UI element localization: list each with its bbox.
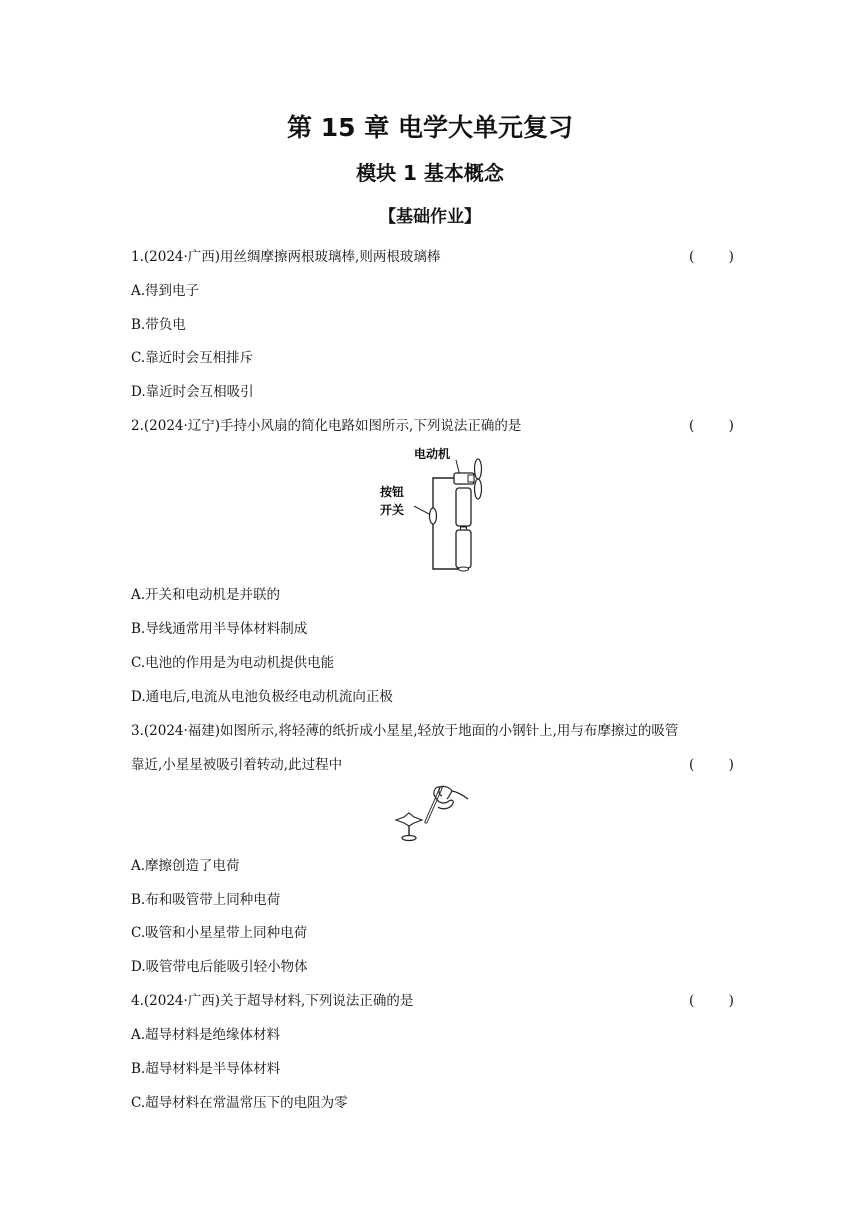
- question-3-option-c: C.吸管和小星星带上同种电荷: [131, 925, 308, 941]
- battery-lower: [456, 530, 471, 568]
- switch-leader-line: [414, 506, 429, 514]
- question-4-option-c: C.超导材料在常温常压下的电阻为零: [131, 1095, 348, 1111]
- question-3-option-a: A.摩擦创造了电荷: [131, 858, 240, 874]
- hand: [434, 786, 468, 808]
- fan-circuit-figure: [370, 442, 495, 574]
- question-2-option-c: C.电池的作用是为电动机提供电能: [131, 655, 335, 671]
- paper-star: [396, 813, 422, 826]
- question-3-stem-line1: 3.(2024·福建)如图所示,将轻薄的纸折成小星星,轻放于地面的小钢针上,用与布摩擦过的吸管: [131, 723, 679, 739]
- question-1-option-d: D.靠近时会互相吸引: [131, 384, 254, 400]
- fan-blade-top: [475, 459, 482, 479]
- switch-label-line1: 按钮: [379, 485, 405, 499]
- question-3-answer-bracket: ( ): [689, 757, 734, 773]
- battery-upper: [456, 488, 471, 526]
- question-1-option-b: B.带负电: [131, 317, 186, 333]
- chapter-title: 第 15 章 电学大单元复习: [287, 113, 573, 142]
- question-4-option-b: B.超导材料是半导体材料: [131, 1061, 281, 1077]
- question-4-stem: 4.(2024·广西)关于超导材料,下列说法正确的是: [131, 993, 414, 1009]
- question-1-option-a: A.得到电子: [131, 283, 200, 299]
- fan-blade-bottom: [475, 479, 482, 499]
- question-2-option-d: D.通电后,电流从电池负极经电动机流向正极: [131, 689, 393, 705]
- needle-base: [402, 836, 416, 841]
- switch-label-line2: 开关: [379, 503, 405, 517]
- question-1-answer-bracket: ( ): [689, 249, 734, 265]
- question-1-stem: 1.(2024·广西)用丝绸摩擦两根玻璃棒,则两根玻璃棒: [131, 249, 441, 265]
- module-title: 模块 1 基本概念: [356, 161, 504, 185]
- section-title: 【基础作业】: [379, 207, 481, 227]
- question-3-stem-line2: 靠近,小星星被吸引着转动,此过程中: [131, 757, 343, 773]
- question-2-answer-bracket: ( ): [689, 418, 734, 434]
- question-3-option-d: D.吸管带电后能吸引轻小物体: [131, 959, 308, 975]
- question-4-answer-bracket: ( ): [689, 993, 734, 1009]
- motor-shaft: [468, 475, 474, 482]
- question-1-option-c: C.靠近时会互相排斥: [131, 350, 254, 366]
- question-3-option-b: B.布和吸管带上同种电荷: [131, 892, 281, 908]
- battery-lower-base: [459, 567, 469, 571]
- question-2-option-b: B.导线通常用半导体材料制成: [131, 621, 308, 637]
- motor-label: 电动机: [413, 447, 451, 461]
- question-2-stem: 2.(2024·辽宁)手持小风扇的简化电路如图所示,下列说法正确的是: [131, 418, 522, 434]
- question-2-option-a: A.开关和电动机是并联的: [131, 587, 281, 603]
- question-4-option-a: A.超导材料是绝缘体材料: [131, 1027, 281, 1043]
- straw-star-figure: [392, 782, 470, 844]
- button-switch: [430, 508, 437, 524]
